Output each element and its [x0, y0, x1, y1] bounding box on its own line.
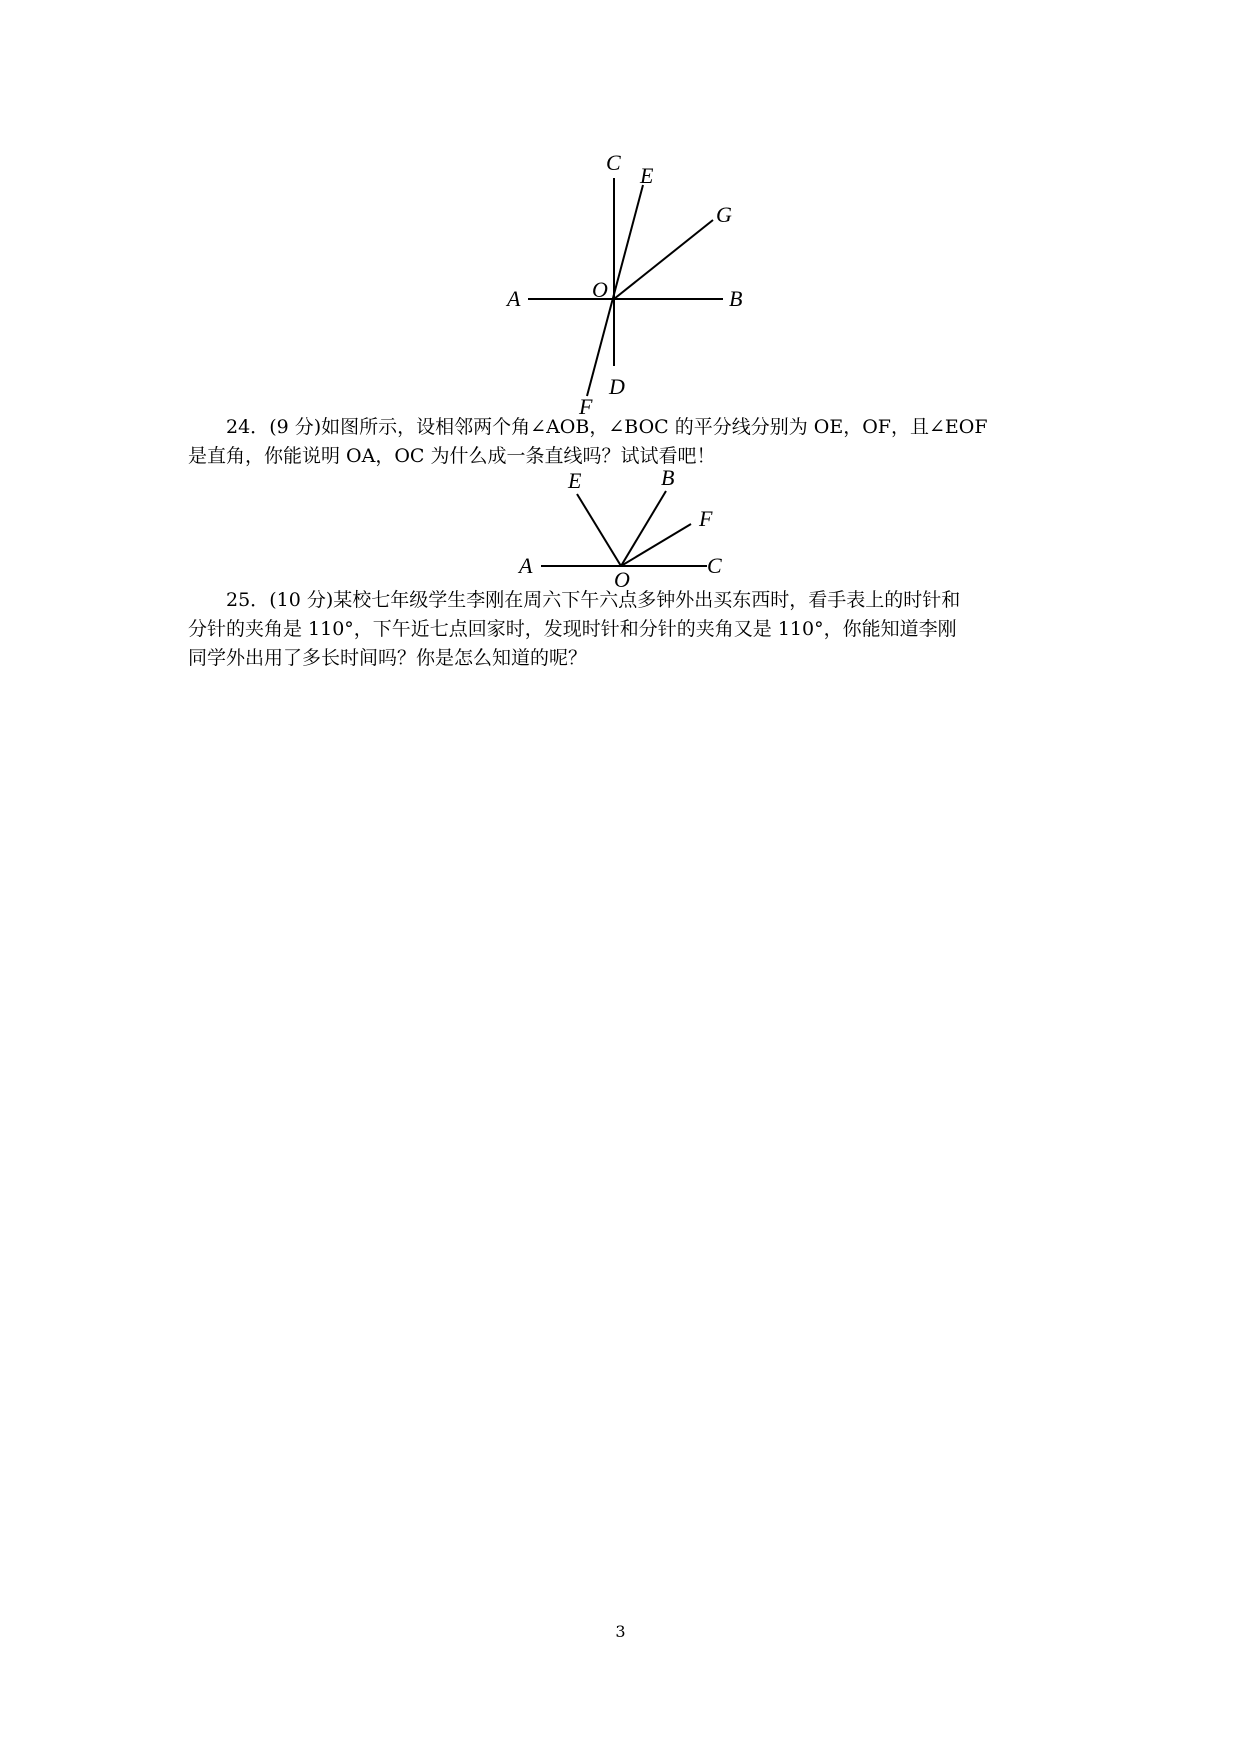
- problem-24-line-1: 如图所示，设相邻两个角∠AOB，∠BOC 的平分线分别为 OE，OF，且∠EOF: [321, 416, 988, 438]
- label-e: E: [640, 163, 654, 188]
- label-o: O: [614, 567, 630, 590]
- problem-24-number: 24．: [226, 416, 270, 438]
- label-a: A: [507, 286, 521, 311]
- label-f: F: [579, 394, 593, 419]
- label-b: B: [661, 465, 675, 490]
- problem-25-points: (10 分): [269, 589, 334, 611]
- problem-25-line-3: 同学外出用了多长时间吗？你是怎么知道的呢？: [188, 647, 588, 669]
- ray-og: [614, 220, 713, 299]
- label-d: D: [609, 374, 625, 399]
- page-number: 3: [615, 1622, 626, 1641]
- label-a: A: [519, 553, 533, 578]
- label-c: C: [606, 150, 621, 175]
- ray-ob: [621, 491, 666, 566]
- label-o: O: [592, 277, 608, 302]
- ray-of: [621, 524, 691, 566]
- problem-25-line-2: 分针的夹角是 110°，下午近七点回家时，发现时针和分针的夹角又是 110°，你能知道李刚: [188, 618, 957, 640]
- problem-24-line-2: 是直角，你能说明 OA，OC 为什么成一条直线吗？试试看吧！: [188, 445, 716, 467]
- problem-24-points: (9 分): [269, 416, 322, 438]
- label-c: C: [707, 553, 722, 578]
- label-e: E: [568, 468, 582, 493]
- problem-25: [188, 586, 1058, 673]
- figure-lines-through-o: [0, 0, 1241, 420]
- ray-oe: [577, 494, 621, 566]
- label-f: F: [699, 506, 713, 531]
- label-b: B: [729, 286, 743, 311]
- problem-25-number: 25．: [226, 589, 270, 611]
- problem-25-line-1: 某校七年级学生李刚在周六下午六点多钟外出买东西时，看手表上的时针和: [333, 589, 961, 611]
- label-g: G: [716, 202, 732, 227]
- figure-angle-bisectors: [0, 460, 1241, 590]
